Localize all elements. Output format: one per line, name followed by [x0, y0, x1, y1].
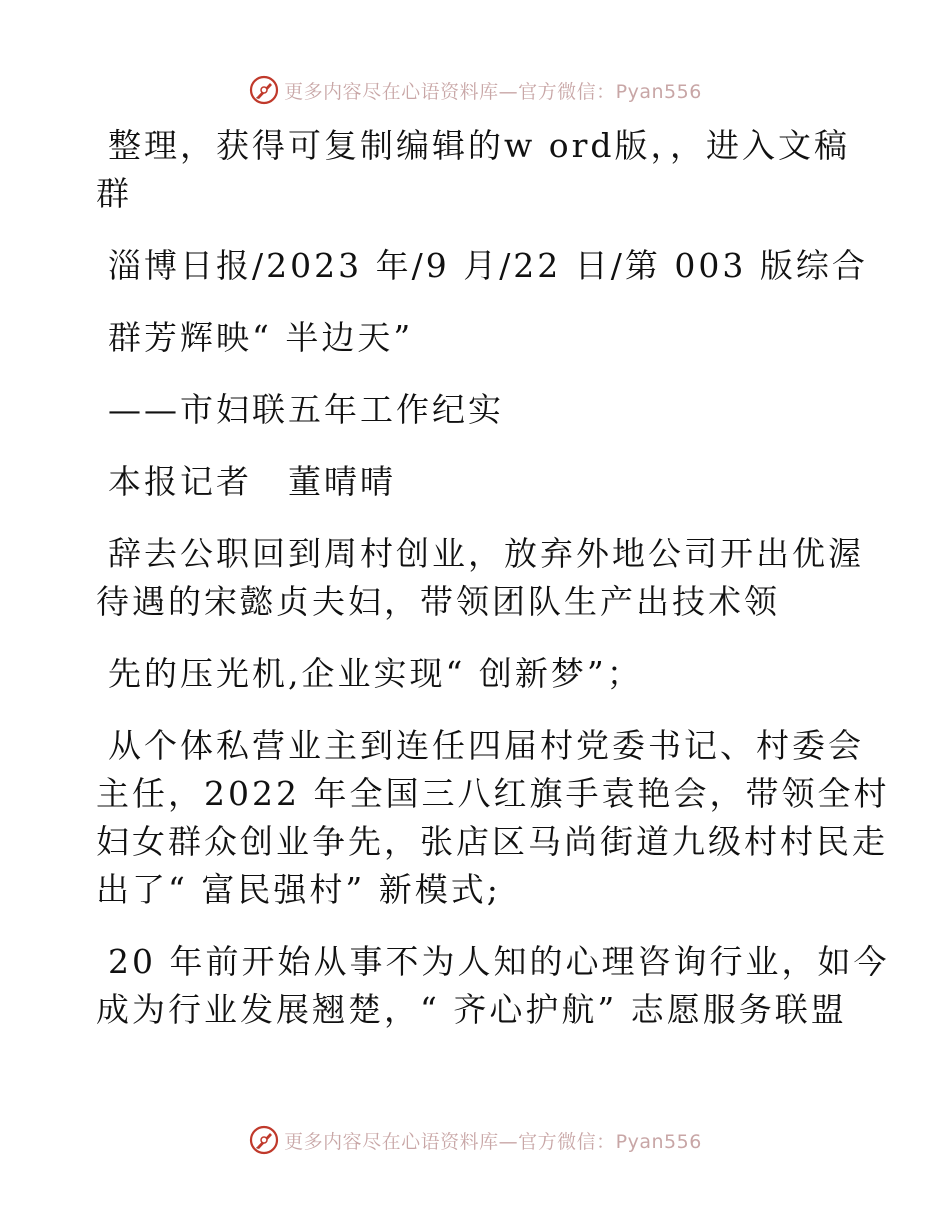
- paragraph: [96, 722, 890, 914]
- banner-text: 更多内容尽在心语资料库—官方微信：Pyan556: [284, 80, 702, 103]
- quill-logo-icon: [248, 74, 280, 106]
- text-line: 先的压光机,企业实现“ 创新梦”；: [108, 654, 643, 693]
- text-line: 整理，获得可复制编辑的w ord版，，进入文稿: [108, 126, 851, 165]
- article-subtitle: ——市妇联五年工作纪实: [108, 390, 504, 429]
- paragraph: [96, 938, 890, 1034]
- banner-text: 更多内容尽在心语资料库—官方微信：Pyan556: [284, 1130, 702, 1153]
- text-line: 出了“ 富民强村” 新模式;: [96, 870, 501, 909]
- paragraph: [96, 530, 864, 626]
- paragraph: [96, 314, 856, 362]
- article-title: 群芳辉映“ 半边天”: [108, 318, 414, 357]
- text-line: 主任，2022 年全国三八红旗手袁艳会，带领全村: [96, 774, 890, 813]
- text-line: 群: [96, 174, 132, 213]
- quill-logo-icon: [248, 1124, 280, 1156]
- header-banner: [0, 70, 950, 110]
- paragraph: [96, 122, 856, 218]
- document-body: [96, 122, 890, 1058]
- text-line: 辞去公职回到周村创业，放弃外地公司开出优渥: [108, 534, 864, 573]
- text-line: 妇女群众创业争先，张店区马尚街道九级村村民走: [96, 822, 888, 861]
- byline: 本报记者 董晴晴: [108, 462, 396, 501]
- source-line: 淄博日报/2023 年/9 月/22 日/第 003 版综合: [108, 246, 868, 285]
- paragraph: [96, 242, 868, 290]
- text-line: 成为行业发展翘楚，“ 齐心护航” 志愿服务联盟: [96, 990, 847, 1029]
- text-line: 20 年前开始从事不为人知的心理咨询行业，如今: [108, 942, 890, 981]
- paragraph: [96, 458, 856, 506]
- footer-banner: [0, 1120, 950, 1160]
- text-line: 从个体私营业主到连任四届村党委书记、村委会: [108, 726, 864, 765]
- paragraph: [96, 650, 856, 698]
- text-line: 待遇的宋懿贞夫妇，带领团队生产出技术领: [96, 582, 780, 621]
- paragraph: [96, 386, 856, 434]
